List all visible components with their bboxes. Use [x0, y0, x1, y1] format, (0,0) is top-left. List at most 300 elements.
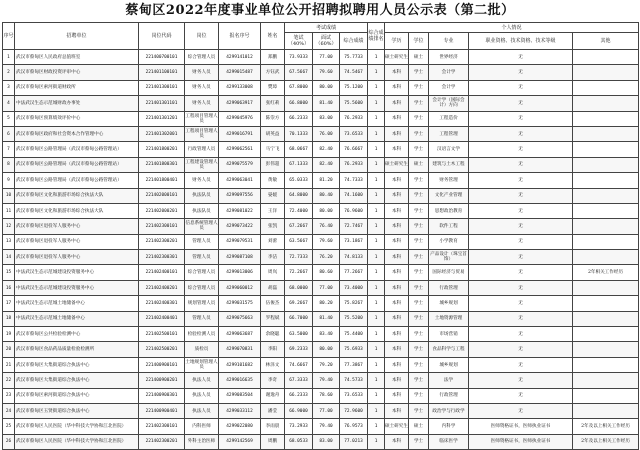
cell-seq: 24: [3, 403, 15, 418]
cell-seq: 10: [3, 188, 15, 203]
cell-interview: 82.40: [313, 157, 340, 172]
cell-unit: 武汉市蔡甸区索河街道综合执法中心: [15, 388, 139, 403]
cell-degree: 学士: [409, 327, 429, 342]
cell-name: 陈崇方: [261, 111, 285, 126]
cell-name: 李洁: [261, 250, 285, 265]
cell-post: 财务人员: [185, 96, 219, 111]
cell-post-code: 221402300301: [139, 250, 185, 265]
cell-rank: 1: [368, 434, 385, 449]
cell-major: 内科学: [429, 419, 469, 434]
cell-reg-no: 4299097556: [219, 188, 261, 203]
cell-post: 外科主治医师: [185, 434, 219, 449]
cell-other: [573, 50, 639, 65]
cell-seq: 19: [3, 327, 15, 342]
cell-written: 63.5667: [285, 234, 313, 249]
cell-name: 晏媛: [261, 188, 285, 203]
cell-total: 75.4400: [340, 327, 368, 342]
cell-unit: 武汉市蔡甸区文化和旅游市场综合执法大队: [15, 203, 139, 218]
cell-quals: 无: [469, 111, 573, 126]
cell-quals: 无: [469, 234, 573, 249]
cell-reg-no: 4299075663: [219, 311, 261, 326]
cell-rank: 1: [368, 327, 385, 342]
cell-unit: 中法武汉生态示范城财政办事处: [15, 96, 139, 111]
cell-reg-no: 4299062561: [219, 142, 261, 157]
cell-education: 本科: [385, 234, 409, 249]
header-other: 其他: [573, 33, 639, 50]
header-major: 专业: [429, 33, 469, 50]
cell-interview: 76.00: [313, 126, 340, 141]
cell-other: [573, 80, 639, 95]
cell-written: 64.8000: [285, 188, 313, 203]
cell-unit: 中法武汉生态示范城土地储备中心: [15, 296, 139, 311]
cell-post: 执法队员: [185, 188, 219, 203]
header-post: 岗位: [185, 23, 219, 50]
cell-major: 财务管理: [429, 173, 469, 188]
cell-education: 本科: [385, 250, 409, 265]
cell-name: 潘莹: [261, 403, 285, 418]
cell-interview: 80.00: [313, 80, 340, 95]
cell-education: 本科: [385, 219, 409, 234]
cell-name: 樊璋: [261, 80, 285, 95]
cell-degree: 学士: [409, 388, 429, 403]
cell-total: 74.5733: [340, 373, 368, 388]
table-row: [3, 250, 639, 265]
cell-education: 本科: [385, 357, 409, 372]
cell-other: [573, 65, 639, 80]
cell-rank: 1: [368, 280, 385, 295]
cell-name: 胡磊: [261, 280, 285, 295]
cell-quals: 无: [469, 203, 573, 218]
cell-seq: 4: [3, 96, 15, 111]
cell-education: 本科: [385, 388, 409, 403]
cell-other: [573, 327, 639, 342]
cell-interview: 76.20: [313, 250, 340, 265]
table-row: [3, 419, 639, 434]
cell-quals: 医师资格证书，医师执业证书: [469, 434, 573, 449]
cell-unit: 武汉市蔡甸区公路管理局（武汉市蔡甸公路管理站）: [15, 157, 139, 172]
cell-degree: 学士: [409, 126, 429, 141]
cell-degree: 学士: [409, 142, 429, 157]
cell-post: 管理人员: [185, 250, 219, 265]
cell-major: 土地资源管理: [429, 311, 469, 326]
cell-major: 建筑与土木工程: [429, 157, 469, 172]
cell-seq: 23: [3, 388, 15, 403]
cell-education: 本科: [385, 434, 409, 449]
cell-seq: 9: [3, 173, 15, 188]
table-row: [3, 388, 639, 403]
cell-unit: 武汉市蔡甸区公路管理局（武汉市蔡甸公路管理站）: [15, 173, 139, 188]
cell-education: 本科: [385, 327, 409, 342]
cell-degree: 学士: [409, 96, 429, 111]
cell-post: 财务人员: [185, 65, 219, 80]
header-written: 笔试（40%）: [285, 33, 313, 50]
cell-total: 75.8267: [340, 296, 368, 311]
cell-post-code: 221402400301: [139, 296, 185, 311]
cell-rank: 1: [368, 65, 385, 80]
table-row: [3, 373, 639, 388]
cell-seq: 2: [3, 65, 15, 80]
cell-major: 软件工程: [429, 219, 469, 234]
table-row: [3, 126, 639, 141]
cell-seq: 8: [3, 157, 15, 172]
cell-quals: 无: [469, 80, 573, 95]
cell-other: 2年及以上相关工作经历: [573, 419, 639, 434]
cell-post-code: 221402400401: [139, 311, 185, 326]
cell-major: 城乡规划: [429, 296, 469, 311]
cell-education: 本科: [385, 265, 409, 280]
cell-total: 73.6533: [340, 388, 368, 403]
cell-post-code: 221400900101: [139, 357, 185, 372]
cell-major: 工程造价: [429, 111, 469, 126]
table-row: [3, 157, 639, 172]
cell-degree: 学士: [409, 357, 429, 372]
cell-unit: 武汉市蔡甸区大集街道综合执法中心: [15, 357, 139, 372]
cell-total: 73.4000: [340, 280, 368, 295]
cell-reg-no: 4299075579: [219, 157, 261, 172]
cell-unit: 武汉市蔡甸区财政投资评审中心: [15, 65, 139, 80]
table-row: [3, 311, 639, 326]
cell-total: 75.1200: [340, 80, 368, 95]
table-row: [3, 342, 639, 357]
cell-reg-no: 4299045976: [219, 111, 261, 126]
cell-name: 周鹏: [261, 434, 285, 449]
cell-unit: 武汉市蔡甸区公共检验检测中心: [15, 327, 139, 342]
cell-post-code: 221401800401: [139, 173, 185, 188]
cell-major: 政治学与行政学: [429, 403, 469, 418]
cell-unit: 武汉市蔡甸区政府和社会资本合作管理中心: [15, 126, 139, 141]
table-row: [3, 173, 639, 188]
cell-reg-no: 4299087108: [219, 250, 261, 265]
cell-degree: 学士: [409, 250, 429, 265]
cell-rank: 1: [368, 419, 385, 434]
cell-interview: 77.00: [313, 403, 340, 418]
cell-interview: 81.40: [313, 311, 340, 326]
cell-written: 65.0333: [285, 173, 313, 188]
cell-post: 内科医师: [185, 419, 219, 434]
cell-education: 本科: [385, 65, 409, 80]
cell-major: 会计学: [429, 65, 469, 80]
cell-unit: 武汉市蔡甸区文化和旅游市场综合执法大队: [15, 188, 139, 203]
cell-unit: 武汉市蔡甸区预算绩效评价中心: [15, 111, 139, 126]
cell-post-code: 221400900201: [139, 373, 185, 388]
cell-seq: 12: [3, 219, 15, 234]
cell-unit: 武汉市蔡甸区退役军人服务中心: [15, 219, 139, 234]
cell-reg-no: 4299141012: [219, 50, 261, 65]
cell-name: 李奇: [261, 373, 285, 388]
cell-total: 75.5600: [340, 96, 368, 111]
cell-written: 67.1333: [285, 157, 313, 172]
cell-major: 法学: [429, 373, 469, 388]
cell-name: 周岚: [261, 265, 285, 280]
cell-total: 76.2933: [340, 111, 368, 126]
cell-interview: 83.00: [313, 434, 340, 449]
cell-degree: 学士: [409, 280, 429, 295]
cell-written: 66.8000: [285, 96, 313, 111]
cell-degree: 学士: [409, 80, 429, 95]
cell-seq: 6: [3, 126, 15, 141]
header-reg-no: 报名序号: [219, 23, 261, 50]
cell-interview: 79.40: [313, 419, 340, 434]
header-name: 姓名: [261, 23, 285, 50]
cell-interview: 80.40: [313, 188, 340, 203]
cell-post: 信息系统管理人员: [185, 219, 219, 234]
cell-degree: 硕士: [409, 50, 429, 65]
cell-other: [573, 96, 639, 111]
cell-post: 工程建设管理人员: [185, 157, 219, 172]
cell-unit: 中法武汉生态示范城建设投资服务中心: [15, 265, 139, 280]
cell-degree: 学士: [409, 373, 429, 388]
table-row: [3, 296, 639, 311]
cell-written: 68.0533: [285, 434, 313, 449]
cell-written: 63.5000: [285, 327, 313, 342]
cell-post-code: 221402400201: [139, 280, 185, 295]
cell-name: 伍俊杰: [261, 296, 285, 311]
cell-quals: 无: [469, 327, 573, 342]
cell-rank: 1: [368, 173, 385, 188]
cell-rank: 1: [368, 188, 385, 203]
cell-post-code: 221400900301: [139, 388, 185, 403]
cell-major: 世界经济: [429, 50, 469, 65]
cell-reg-no: 4299142569: [219, 434, 261, 449]
cell-major: 产品设计（珠宝首饰）: [429, 250, 469, 265]
cell-major: 临床医学: [429, 434, 469, 449]
cell-post-code: 221401302001: [139, 126, 185, 141]
cell-other: [573, 173, 639, 188]
cell-other: [573, 357, 639, 372]
cell-interview: 80.60: [313, 265, 340, 280]
cell-post-code: 221401301101: [139, 96, 185, 111]
cell-degree: 学士: [409, 111, 429, 126]
header-interview: 面试（60%）: [313, 33, 340, 50]
cell-post-code: 221402300101: [139, 419, 185, 434]
cell-reg-no: 4299073422: [219, 219, 261, 234]
results-table: [2, 22, 639, 450]
cell-degree: 硕士: [409, 419, 429, 434]
cell-rank: 1: [368, 80, 385, 95]
cell-rank: 1: [368, 373, 385, 388]
cell-degree: 学士: [409, 296, 429, 311]
cell-written: 66.2333: [285, 111, 313, 126]
cell-major: 食品科学与工程: [429, 342, 469, 357]
cell-reg-no: 4299070831: [219, 342, 261, 357]
cell-quals: 无: [469, 250, 573, 265]
cell-degree: 学士: [409, 188, 429, 203]
cell-seq: 17: [3, 296, 15, 311]
cell-reg-no: 4299031575: [219, 296, 261, 311]
cell-name: 胡英益: [261, 126, 285, 141]
cell-post: 管理人员: [185, 311, 219, 326]
cell-seq: 25: [3, 419, 15, 434]
cell-post: 规划管理人员: [185, 296, 219, 311]
cell-total: 74.1600: [340, 188, 368, 203]
header-personal-group: 个人情况: [385, 23, 639, 33]
cell-post: 管理人员: [185, 234, 219, 249]
cell-total: 75.6933: [340, 342, 368, 357]
cell-post: 工程项目管理人员: [185, 126, 219, 141]
cell-post: 综合管理人员: [185, 265, 219, 280]
cell-post: 执法人员: [185, 403, 219, 418]
cell-education: 本科: [385, 203, 409, 218]
cell-total: 76.2933: [340, 157, 368, 172]
cell-total: 76.6667: [340, 142, 368, 157]
cell-education: 本科: [385, 96, 409, 111]
cell-degree: 学士: [409, 311, 429, 326]
cell-other: [573, 234, 639, 249]
header-exam-group: 考试成绩: [285, 23, 368, 33]
cell-education: 本科: [385, 403, 409, 418]
cell-written: 66.7000: [285, 311, 313, 326]
cell-other: [573, 126, 639, 141]
cell-total: 73.1867: [340, 234, 368, 249]
cell-name: 李雨晨: [261, 419, 285, 434]
cell-other: [573, 280, 639, 295]
cell-seq: 13: [3, 234, 15, 249]
document-title: 蔡甸区2022年度事业单位公开招聘拟聘用人员公示表（第二批）: [125, 3, 515, 18]
cell-interview: 82.40: [313, 142, 340, 157]
cell-post-code: 221400900401: [139, 403, 185, 418]
cell-other: 2年及以上相关工作经历: [573, 434, 639, 449]
cell-other: [573, 342, 639, 357]
cell-degree: 学士: [409, 234, 429, 249]
cell-education: 硕士研究生: [385, 50, 409, 65]
cell-post: 工程项目管理人员: [185, 111, 219, 126]
cell-quals: 无: [469, 142, 573, 157]
table-row: [3, 188, 639, 203]
cell-education: 本科: [385, 188, 409, 203]
cell-total: 76.9600: [340, 203, 368, 218]
cell-reg-no: 4299079531: [219, 234, 261, 249]
cell-interview: 77.00: [313, 280, 340, 295]
cell-name: 刘蕾: [261, 234, 285, 249]
cell-reg-no: 4299063687: [219, 327, 261, 342]
cell-post-code: 221402300201: [139, 434, 185, 449]
cell-reg-no: 4299081022: [219, 203, 261, 218]
table-row: [3, 96, 639, 111]
cell-major: 小学教育: [429, 234, 469, 249]
cell-unit: 武汉市蔡甸区玉贤街道综合执法中心: [15, 403, 139, 418]
cell-reg-no: 4299063041: [219, 173, 261, 188]
cell-education: 本科: [385, 173, 409, 188]
cell-rank: 1: [368, 203, 385, 218]
cell-unit: 武汉市蔡甸区大集街道综合执法中心: [15, 373, 139, 388]
cell-quals: 无: [469, 342, 573, 357]
cell-written: 67.5667: [285, 65, 313, 80]
cell-unit: 武汉市蔡甸区食品药品质量检验检测所: [15, 342, 139, 357]
cell-interview: 81.40: [313, 96, 340, 111]
cell-rank: 1: [368, 219, 385, 234]
cell-total: 74.5467: [340, 65, 368, 80]
cell-other: [573, 157, 639, 172]
table-row: [3, 80, 639, 95]
cell-unit: 武汉市蔡甸区人民医院（华中科技大学协和江北医院）: [15, 419, 139, 434]
cell-other: [573, 296, 639, 311]
header-quals: 职业资格、技术资格、技术等级: [469, 33, 573, 50]
cell-name: 黄敏: [261, 173, 285, 188]
cell-post: 财务人员: [185, 80, 219, 95]
cell-major: 行政管理: [429, 280, 469, 295]
cell-seq: 14: [3, 250, 15, 265]
cell-unit: 中法武汉生态示范城土地储备中心: [15, 311, 139, 326]
cell-rank: 1: [368, 342, 385, 357]
cell-quals: 无: [469, 280, 573, 295]
cell-other: [573, 403, 639, 418]
cell-total: 74.8133: [340, 250, 368, 265]
cell-name: 余晓聪: [261, 327, 285, 342]
cell-rank: 1: [368, 111, 385, 126]
cell-rank: 1: [368, 234, 385, 249]
cell-quals: 无: [469, 173, 573, 188]
cell-reg-no: 4299022080: [219, 419, 261, 434]
cell-unit: 武汉市蔡甸区人民政府总值班室: [15, 50, 139, 65]
cell-post: 质检员: [185, 342, 219, 357]
table-row: [3, 234, 639, 249]
cell-post-code: 221402000201: [139, 203, 185, 218]
table-row: [3, 265, 639, 280]
cell-other: [573, 311, 639, 326]
cell-post-code: 221401100101: [139, 65, 185, 80]
cell-rank: 1: [368, 296, 385, 311]
cell-other: [573, 142, 639, 157]
cell-other: [573, 111, 639, 126]
cell-written: 73.2933: [285, 419, 313, 434]
table-row: [3, 403, 639, 418]
cell-post-code: 221402400101: [139, 265, 185, 280]
cell-seq: 11: [3, 203, 15, 218]
cell-rank: 1: [368, 265, 385, 280]
cell-written: 69.2667: [285, 296, 313, 311]
cell-name: 郑鹏: [261, 50, 285, 65]
cell-post: 执法人员: [185, 388, 219, 403]
cell-seq: 1: [3, 50, 15, 65]
header-education: 学历: [385, 33, 409, 50]
cell-name: 马宁飞: [261, 142, 285, 157]
cell-rank: 1: [368, 403, 385, 418]
cell-other: [573, 219, 639, 234]
header-degree: 学位: [409, 33, 429, 50]
cell-quals: 无: [469, 126, 573, 141]
cell-reg-no: 4299013006: [219, 265, 261, 280]
cell-post-code: 221401301201: [139, 111, 185, 126]
cell-interview: 80.00: [313, 203, 340, 218]
cell-total: 75.5200: [340, 311, 368, 326]
table-row: [3, 357, 639, 372]
cell-reg-no: 4299016635: [219, 373, 261, 388]
cell-reg-no: 4299101682: [219, 357, 261, 372]
cell-interview: 83.40: [313, 327, 340, 342]
cell-interview: 79.20: [313, 357, 340, 372]
cell-education: 本科: [385, 126, 409, 141]
cell-quals: 无: [469, 311, 573, 326]
cell-degree: 学士: [409, 173, 429, 188]
cell-major: 会计学（国际会计）方向: [429, 96, 469, 111]
cell-seq: 20: [3, 342, 15, 357]
cell-post: 行政管理人员: [185, 142, 219, 157]
cell-quals: 无: [469, 188, 573, 203]
cell-other: [573, 250, 639, 265]
cell-degree: 学士: [409, 403, 429, 418]
table-row: [3, 142, 639, 157]
cell-total: 74.7333: [340, 173, 368, 188]
cell-reg-no: 4299133008: [219, 80, 261, 95]
cell-name: 李阳: [261, 342, 285, 357]
cell-degree: 学士: [409, 342, 429, 357]
cell-post-code: 221401300101: [139, 80, 185, 95]
cell-post-code: 221402300101: [139, 219, 185, 234]
cell-total: 72.9600: [340, 403, 368, 418]
cell-post-code: 221402300201: [139, 234, 185, 249]
cell-unit: 中法武汉生态示范城建设投资服务中心: [15, 280, 139, 295]
cell-post: 财务人员: [185, 173, 219, 188]
